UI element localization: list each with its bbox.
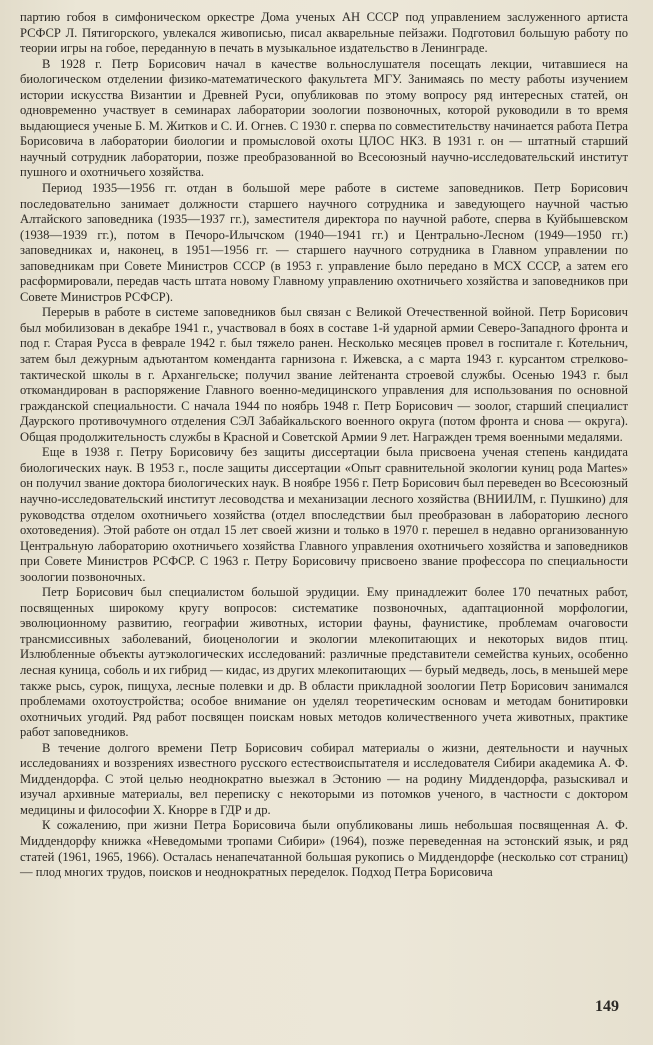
paragraph-reserves-1935-1956: Период 1935—1956 гг. отдан в большой мере работе в системе заповедников. Петр Борисович последовательно занимает должности старшего научного сотрудника и заведующего научной частью Алтайского заповедника (1935—1937 гг.), заместителя директора по научной работе, сперва в Куйбышевском (1938—1939 гг.), потом в Печоро-Илычском (1940—1941 гг.) и Центрально-Лесном (1949—1950 гг.) заповедниках и, наконец, в 1951—1956 гг. — старшего научного сотрудника в Главном управлении по заповедникам при Совете Министров СССР (в 1953 г. управление было передано в МСХ СССР, а затем его расформировали, передав часть штата новому Главному управлению охотничьего хозяйства и заповедников при Совете Министров РСФСР).: [20, 181, 628, 304]
paragraph-lectures-1928: В 1928 г. Петр Борисович начал в качестве вольнослушателя посещать лекции, читавшиеся на биологическом отделении физико-математического факультета МГУ. Занимаясь по месту работы изучением истории искусства Византии и Древней Руси, опубликовав по этому вопросу ряд интересных статей, он одновременно участвует в семинарах лаборатории зоологии позвоночных, которой руководили в то время выдающиеся ученые Б. М. Житков и С. И. Огнев. С 1930 г. сперва по совместительству начинается работа Петра Борисовича в лаборатории биологии и промысловой охоты ЦЛОС НКЗ. В 1931 г. он — штатный старший научный сотрудник лаборатории, позже преобразованной во Всесоюзный научно-исследовательский институт пушного и охотничьего хозяйства.: [20, 56, 628, 180]
paragraph-continuation: партию гобоя в симфоническом оркестре Дома ученых АН СССР под управлением заслуженного артиста РСФСР Л. Пятигорского, увлекался живописью, писал акварельные пейзажи. Подготовил большую работу по теории игры на гобое, переданную в печать в музыкальное издательство в Ленинграде.: [20, 10, 628, 56]
paragraph-erudition: Петр Борисович был специалистом большой эрудиции. Ему принадлежит более 170 печатных работ, посвященных широкому кругу вопросов: систематике позвоночных, адаптационной морфологии, эволюционному развитию, географии животных, истории фауны, фаунистике, проблемам очаговости трансмиссивных заболеваний, биоценологии и экологии млекопитающих и некоторых видов птиц. Излюбленные объекты аутэкологических исследований: различные представители семейства куньих, особенно лесная куница, соболь и их гибрид — кидас, из других млекопитающих — бурый медведь, лось, в меньшей мере также рысь, сурок, пищуха, лесные полевки и др. В области прикладной зоологии Петр Борисович занимался проблемами охотоустройства; особое внимание он уделял теоретическим основам и методам бонитировки охотничьих угодий. Ряд работ посвящен поискам новых методов количественного учета животных, практике работ заповедников.: [20, 585, 628, 740]
paragraph-publications: К сожалению, при жизни Петра Борисовича были опубликованы лишь небольшая посвященная А. Ф. Миддендорфу книжка «Неведомыми тропами Сибири» (1964), позже переведенная на эстонский язык, и ряд статей (1961, 1965, 1966). Осталась ненапечатанной большая рукопись о Миддендорфе (несколько сот страниц) — плод многих трудов, поисков и неоднократных переделок. Подход Петра Борисовича: [20, 818, 628, 880]
page-number: 149: [595, 998, 619, 1015]
paragraph-degrees: Еще в 1938 г. Петру Борисовичу без защиты диссертации была присвоена ученая степень кандидата биологических наук. В 1953 г., после защиты диссертации «Опыт сравнительной экологии куниц рода Martes» он получил звание доктора биологических наук. В ноябре 1956 г. Петр Борисович был переведен во Всесоюзный научно-исследовательский институт лесоводства и механизации лесного хозяйства (ВНИИЛМ, г. Пушкино) для руководства отделом охотничьего хозяйства (отдел впоследствии был преобразован в лабораторию лесного охотоведения). Этой работе он отдал 15 лет своей жизни и только в 1970 г. перешел в недавно организованную Центральную лабораторию охотничьего хозяйства Главного управления охотничьего хозяйства и заповедников при Совете Министров РСФСР. С 1963 г. Петру Борисовичу присвоено звание профессора по специальности зоологии позвоночных.: [20, 445, 628, 584]
body-text: [20, 10, 628, 881]
paragraph-middendorf-research: В течение долгого времени Петр Борисович собирал материалы о жизни, деятельности и научных исследованиях и воззрениях известного русского естествоиспытателя и исследователя Сибири академика А. Ф. Миддендорфа. С этой целью неоднократно выезжал в Эстонию — на родину Миддендорфа, разыскивал и изучал архивные материалы, вел переписку с некоторыми из потомков ученого, в частности с доктором медицины и философии Х. Кнорре в ГДР и др.: [20, 740, 628, 817]
paragraph-war-service: Перерыв в работе в системе заповедников был связан с Великой Отечественной войной. Петр Борисович был мобилизован в декабре 1941 г., участвовал в боях в составе 1-й ударной армии Северо-Западного фронта и под г. Старая Русса в феврале 1942 г. был тяжело ранен. Несколько месяцев провел в госпитале г. Котельнич, затем был дежурным адъютантом коменданта гарнизона г. Ижевска, а с марта 1943 г. курсантом стрелково-тактической школы в г. Архангельске; получил звание лейтенанта строевой службы. Осенью 1943 г. был откомандирован в распоряжение Главного военно-медицинского управления для использования по основной гражданской специальности. С начала 1944 по ноябрь 1948 г. Петр Борисович — зоолог, старший специалист Даурского противочумного отделения СЭЛ Забайкальского военного округа (потом фронта и снова — округа). Общая продолжительность службы в Красной и Советской Армии 9 лет. Награжден тремя военными медалями.: [20, 305, 628, 444]
